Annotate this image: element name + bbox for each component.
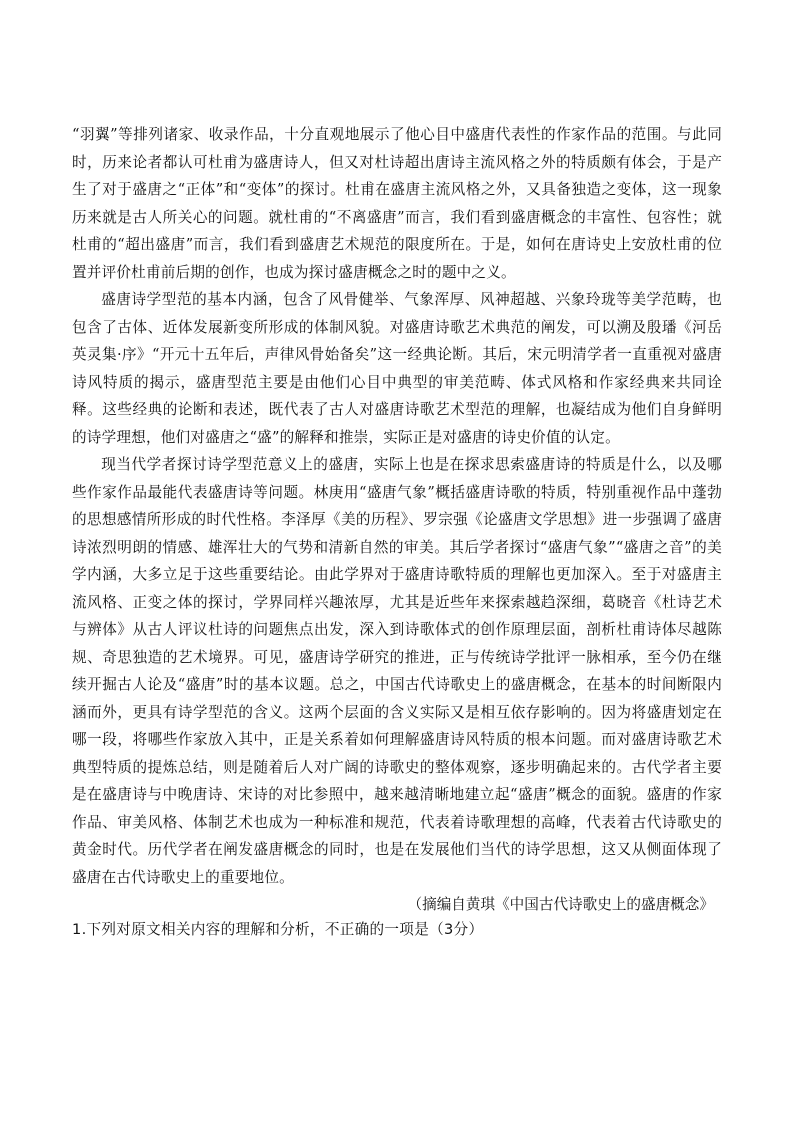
article-paragraph-3: 现当代学者探讨诗学型范意义上的盛唐，实际上也是在探求思索盛唐诗的特质是什么，以及哪些作家作品最能代表盛唐诗等问题。林庚用“盛唐气象”概括盛唐诗歌的特质，特别重视作品中蓬勃的思想感情所形成的时代性格。李泽厚《美的历程》、罗宗强《论盛唐文学思想》进一步强调了盛唐诗浓烈明朗的情感、雄浑壮大的气势和清新自然的审美。其后学者探讨“盛唐气象”“盛唐之音”的美学内涵，大多立足于这些重要结论。由此学界对于盛唐诗歌特质的理解也更加深入。至于对盛唐主流风格、正变之体的探讨，学界同样兴趣浓厚，尤其是近些年来探索越趋深细，葛晓音《杜诗艺术与辨体》从古人评议杜诗的问题焦点出发，深入到诗歌体式的创作原理层面，剖析杜甫诗体尽越陈规、奇思独造的艺术境界。可见，盛唐诗学研究的推进，正与传统诗学批评一脉相承，至今仍在继续开掘古人论及“盛唐”时的基本议题。总之，中国古代诗歌史上的盛唐概念，在基本的时间断限内涵而外，更具有诗学型范的含义。这两个层面的含义实际又是相互依存影响的。因为将盛唐划定在哪一段，将哪些作家放入其中，正是关系着如何理解盛唐诗风特质的根本问题。而对盛唐诗歌艺术典型特质的提炼总结，则是随着后人对广阔的诗歌史的整体观察，逐步明确起来的。古代学者主要是在盛唐诗与中晚唐诗、宋诗的对比参照中，越来越清晰地建立起“盛唐”概念的面貌。盛唐的作家作品、审美风格、体制艺术也成为一种标准和规范，代表着诗歌理想的高峰，代表着古代诗歌史的黄金时代。历代学者在阐发盛唐概念的同时，也是在发展他们当代的诗学思想，这又从侧面体现了盛唐在古代诗歌史上的重要地位。: [72, 456, 722, 886]
article-paragraph-1: “羽翼”等排列诸家、收录作品，十分直观地展示了他心目中盛唐代表性的作家作品的范围。与此同时，历来论者都认可杜甫为盛唐诗人，但又对杜诗超出唐诗主流风格之外的特质颇有体会，于是产生了对于盛唐之“正体”和“变体”的探讨。杜甫在盛唐主流风格之外，又具备独造之变体，这一现象历来就是古人所关心的问题。就杜甫的“不离盛唐”而言，我们看到盛唐概念的丰富性、包容性；就杜甫的“超出盛唐”而言，我们看到盛唐艺术规范的限度所在。于是，如何在唐诗史上安放杜甫的位置并评价杜甫前后期的创作，也成为探讨盛唐概念之时的题中之义。: [72, 126, 722, 281]
article-source: （摘编自黄琪《中国古代诗歌史上的盛唐概念》: [407, 896, 714, 913]
article-paragraph-2: 盛唐诗学型范的基本内涵，包含了风骨健举、气象浑厚、风神超越、兴象玲珑等美学范畴，也包含了古体、近体发展新变所形成的体制风貌。对盛唐诗歌艺术典范的阐发，可以溯及殷璠《河岳英灵集·序》“开元十五年后，声律风骨始备矣”这一经典论断。其后，宋元明清学者一直重视对盛唐诗风特质的揭示，盛唐型范主要是由他们心目中典型的审美范畴、体式风格和作家经典来共同诠释。这些经典的论断和表述，既代表了古人对盛唐诗歌艺术型范的理解，也凝结成为他们自身鲜明的诗学理想，他们对盛唐之“盛”的解释和推崇，实际正是对盛唐的诗史价值的认定。: [72, 291, 722, 446]
article-body: [72, 121, 722, 943]
question-1: 1.下列对原文相关内容的理解和分析，不正确的一项是（3分）: [72, 921, 484, 938]
